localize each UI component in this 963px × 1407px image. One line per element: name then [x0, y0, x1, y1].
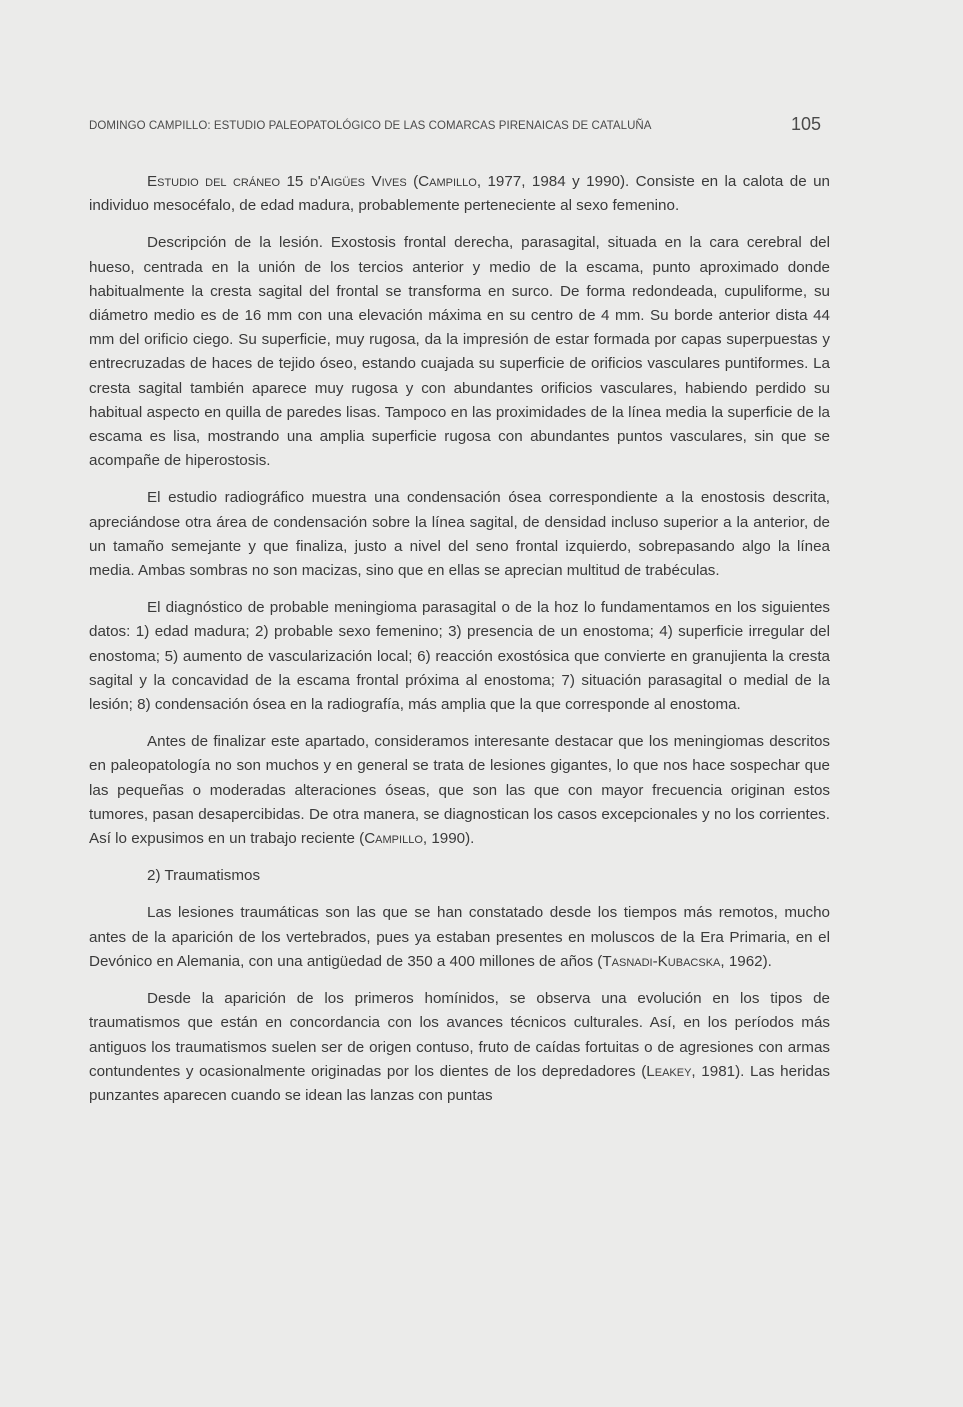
- paragraph-traumatic-lesions: [89, 901, 830, 974]
- skull-title: Estudio del cráneo: [147, 173, 281, 190]
- running-title: DOMINGO CAMPILLO: ESTUDIO PALEOPATOLÓGICO DE LAS COMARCAS PIRENAICAS DE CATALUÑA: [89, 120, 652, 132]
- paragraph-lesion-description: Descripción de la lesión. Exostosis frontal derecha, parasagital, situada en la cara cerebral del hueso, centrada en la unión de los tercios anterior y medio de la escama, punto aproximado donde habitualmente la cresta sagital del frontal se transforma en surco. De forma redondeada, cupuliforme, su diámetro medio es de 16 mm con una elevación máxima en su centro de 4 mm. Su borde anterior dista 44 mm del orificio ciego. Su superficie, muy rugosa, da la impresión de estar formada por capas superpuestas y entrecruzadas de haces de tejido óseo, estando cuajada su superficie de orificios vasculares puntiformes. La cresta sagital también aparece muy rugosa y con abundantes orificios vasculares, habiendo perdido su habitual aspecto en quilla de paredes lisas. Tampoco en las proximidades de la línea media la superficie de la escama es lisa, mostrando una amplia superficie rugosa con abundantes puntos vasculares, sin que se acompañe de hiperostosis.: [89, 234, 830, 470]
- paragraph-skull-study: [89, 170, 830, 218]
- page-number: 105: [790, 114, 821, 134]
- citation-author: Leakey: [646, 1062, 692, 1080]
- paragraph-diagnosis: El diagnóstico de probable meningioma parasagital o de la hoz lo fundamentamos en los siguientes datos: 1) edad madura; 2) probable sexo femenino; 3) presencia de un enostoma; 4) superficie irregular del enostoma; 5) aumento de vascularización local; 6) reacción exostósica que convierte en granujienta la cresta sagital y la concavidad de la escama frontal próxima al enostoma; 7) situación parasagital o medial de la lesión; 8) condensación ósea en la radiografía, más amplia que la que corresponde al enostoma.: [89, 599, 830, 714]
- citation-rest: , 1990).: [422, 830, 475, 848]
- citation-rest: , 1981). Las heridas punzantes aparecen cuando se idean las lanzas con puntas: [89, 1062, 830, 1104]
- citation-rest: , 1962).: [720, 952, 772, 970]
- citation-author: Campillo: [418, 173, 477, 190]
- citation-author: Campillo: [364, 830, 423, 848]
- citation-open: (: [406, 173, 419, 190]
- paragraph-text: , 1977, 1984 y 1990). Consiste en la calota de un individuo mesocéfalo, de edad madura, probablemente perteneciente al sexo femenino.: [89, 173, 830, 215]
- paragraph-hominid-traumatisms: [89, 987, 830, 1108]
- paragraph-meningiomas: [89, 730, 830, 851]
- paragraph-text: Antes de finalizar este apartado, consideramos interesante destacar que los meningiomas descritos en paleopatología no son muchos y en general se trata de lesiones gigantes, lo que nos hace sospechar que las pequeñas o moderadas alteraciones óseas, que son las que con mayor frecuencia originan estos tumores, pasan desapercibidas. De otra manera, se diagnostican los casos excepcionales y no los corrientes. Así lo expusimos en un trabajo reciente (: [89, 733, 830, 848]
- skull-number: 15: [280, 173, 310, 190]
- site-name: d'Aigües Vives: [309, 173, 407, 190]
- body-text: [89, 170, 830, 1121]
- paragraph-radiographic-study: El estudio radiográfico muestra una condensación ósea correspondiente a la enostosis descrita, apreciándose otra área de condensación sobre la línea sagital, de densidad incluso superior a la anterior, de un tamaño semejante y que finaliza, justo a nivel del seno frontal izquierdo, sobrepasando algo la línea media. Ambas sombras no son macizas, sino que en ellas se aprecian multitud de trabéculas.: [89, 489, 830, 580]
- paragraph-text: Las lesiones traumáticas son las que se han constatado desde los tiempos más remotos, mucho antes de la aparición de los vertebrados, pues ya estaban presentes en moluscos de la Era Primaria, en el Devónico en Alemania, con una antigüedad de 350 a 400 millones de años (: [89, 904, 830, 970]
- paragraph-text: Desde la aparición de los primeros homínidos, se observa una evolución en los tipos de traumatismos que están en concordancia con los avances técnicos culturales. Así, en los períodos más antiguos los traumatismos suelen ser de origen contuso, fruto de caídas fortuitas o de agresiones con armas contundentes y ocasionalmente originadas por los dientes de los depredadores (: [89, 990, 830, 1080]
- citation-author: Tasnadi-Kubacska: [602, 952, 721, 970]
- section-heading: 2) Traumatismos: [147, 867, 261, 885]
- running-head: [89, 114, 829, 138]
